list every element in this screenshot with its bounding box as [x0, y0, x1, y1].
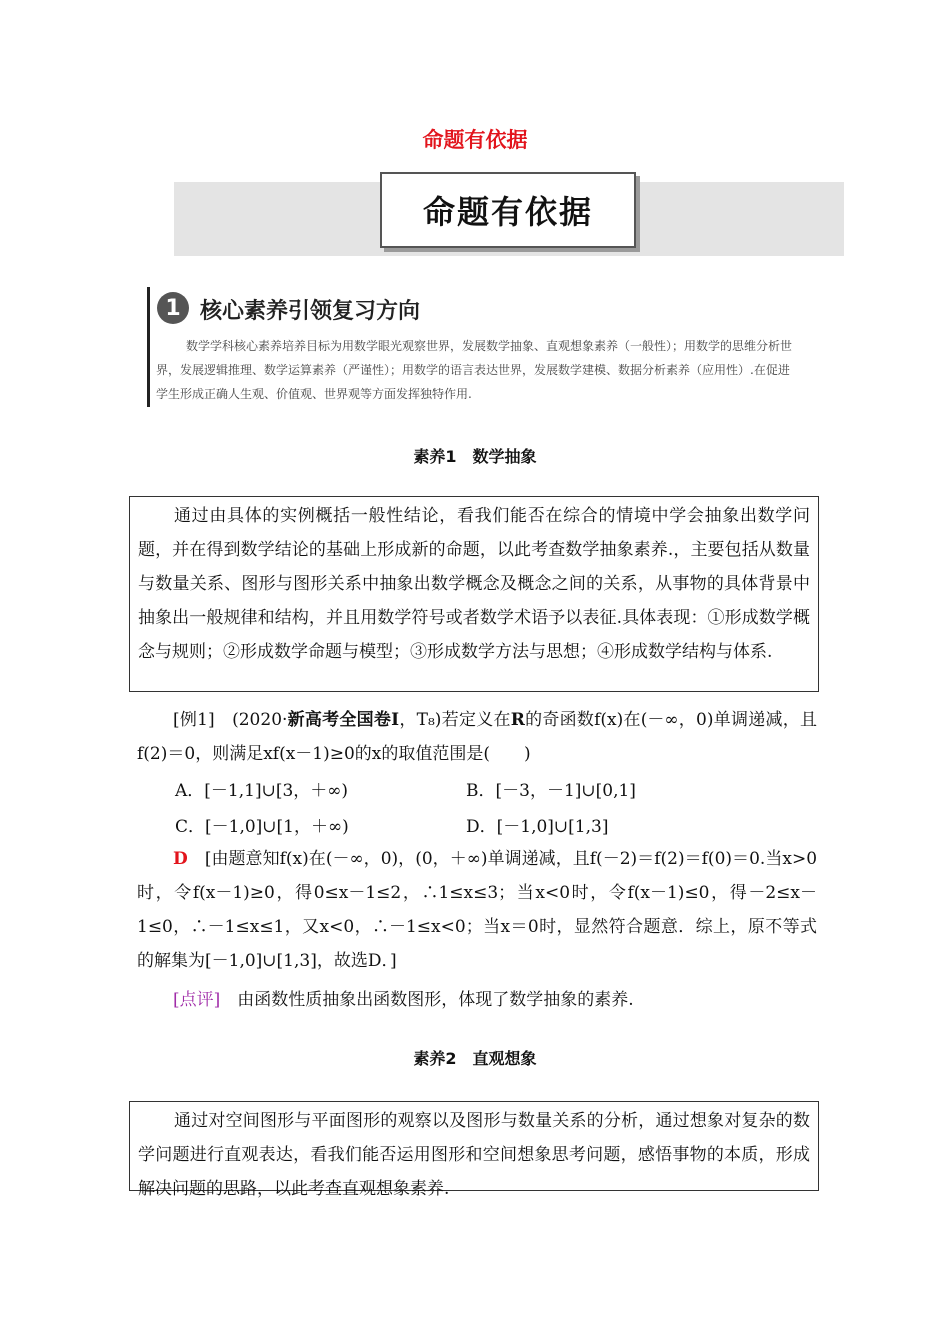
- literacy1-heading: 素养1 数学抽象: [413, 447, 537, 466]
- option-b: B．[－3，－1]∪[0,1]: [466, 781, 636, 801]
- literacy2-heading: 素养2 直观想象: [413, 1049, 537, 1068]
- answer-letter: D: [173, 849, 188, 869]
- section-title: 核心素养引领复习方向: [200, 299, 421, 324]
- option-a: A．[－1,1]∪[3，＋∞): [175, 781, 349, 801]
- example1-stem: [例1] (2020·新高考全国卷Ⅰ，T₈)若定义在R的奇函数f(x)在(－∞，0)单调递减，且f(2)＝0，则满足xf(x－1)≥0的x的取值范围是( ): [137, 710, 818, 764]
- option-d: D．[－1,0]∪[1,3]: [466, 817, 609, 837]
- banner-text: 命题有依据: [422, 193, 593, 231]
- comment-label: [点评]: [173, 990, 221, 1010]
- example-label: [例1]: [173, 710, 215, 730]
- section-number-badge: 1: [157, 292, 189, 324]
- literacy1-box: 通过由具体的实例概括一般性结论，看我们能否在综合的情境中学会抽象出数学问题，并在得到数学结论的基础上形成新的命题，以此考查数学抽象素养.，主要包括从数量与数量关系、图形与图形关系中抽象出数学概念及概念之间的关系，从事物的具体背景中抽象出一般规律和结构，并且用数学符号或者数学术语予以表征.具体表现：①形成数学概念与规则；②形成数学命题与模型；③形成数学方法与思想；④形成数学结构与体系.: [129, 496, 819, 692]
- section-description: 数学学科核心素养培养目标为用数学眼光观察世界，发展数学抽象、直观想象素养（一般性）；用数学的思维分析世界，发展逻辑推理、数学运算素养（严谨性）；用数学的语言表达世界，发展数学建模、数据分析素养（应用性）.在促进学生形成正确人生观、价值观、世界观等方面发挥独特作用.: [156, 339, 793, 401]
- banner: [380, 172, 636, 248]
- example1-comment: [点评] 由函数性质抽象出函数图形，体现了数学抽象的素养.: [173, 990, 634, 1010]
- page-title: 命题有依据: [422, 128, 528, 152]
- literacy2-box: 通过对空间图形与平面图形的观察以及图形与数量关系的分析，通过想象对复杂的数学问题进行直观表达，看我们能否运用图形和空间想象思考问题，感悟事物的本质，形成解决问题的思路，以此考查直观想象素养.: [129, 1101, 819, 1191]
- option-c: C．[－1,0]∪[1，＋∞): [175, 817, 349, 837]
- example1-solution: D [由题意知f(x)在(－∞，0)，(0，＋∞)单调递减，且f(－2)＝f(2)＝f(0)＝0.当x>0时，令f(x－1)≥0，得0≤x－1≤2，∴1≤x≤3；当x<0时，令f(x－1)≤0，得－2≤x－1≤0，∴－1≤x≤1，又x<0，∴－1≤x<0；当x＝0时，显然符合题意．综上，原不等式的解集为[－1,0]∪[1,3]，故选D．]: [137, 849, 818, 971]
- section-side-bar: [147, 287, 150, 407]
